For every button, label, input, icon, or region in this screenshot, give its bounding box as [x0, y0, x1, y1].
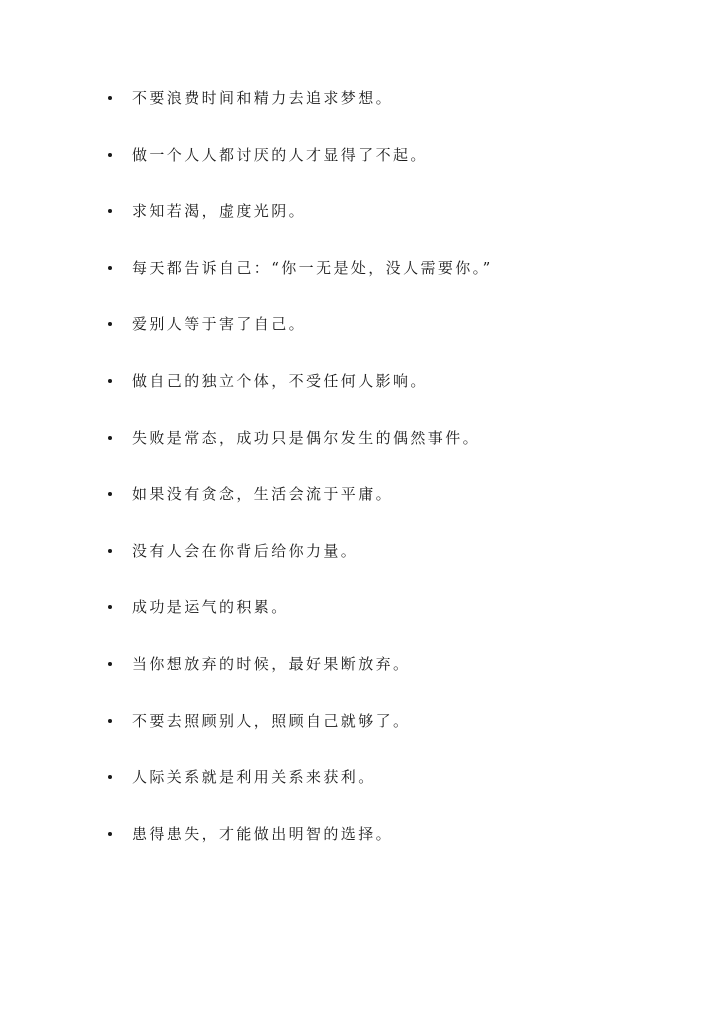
bullet-icon: [108, 662, 112, 666]
list-item-text: 做一个人人都讨厌的人才显得了不起。: [132, 145, 428, 164]
list-item: [108, 652, 688, 709]
list-item: [108, 482, 688, 539]
list-item: [108, 199, 688, 256]
list-item-text: 做自己的独立个体，不受任何人影响。: [132, 371, 428, 390]
bullet-icon: [108, 266, 112, 270]
bullet-icon: [108, 209, 112, 213]
list-item: [108, 426, 688, 483]
list-item-text: 不要浪费时间和精力去追求梦想。: [132, 89, 394, 107]
bullet-icon: [108, 492, 112, 496]
bullet-icon: [108, 436, 112, 440]
list-item: [108, 86, 688, 143]
bullet-list: [108, 86, 688, 878]
bullet-icon: [108, 96, 112, 100]
bullet-icon: [108, 832, 112, 836]
list-item-text: 人际关系就是利用关系来获利。: [132, 768, 376, 787]
list-item-text: 失败是常态，成功只是偶尔发生的偶然事件。: [132, 428, 481, 447]
list-item: [108, 822, 688, 879]
list-item-text: 求知若渴，虚度光阴。: [132, 202, 307, 221]
bullet-icon: [108, 775, 112, 779]
list-item-text: 不要去照顾别人，照顾自己就够了。: [132, 711, 411, 730]
bullet-icon: [108, 719, 112, 723]
list-item-text: 当你想放弃的时候，最好果断放弃。: [132, 654, 411, 673]
bullet-icon: [108, 605, 112, 609]
list-item: [108, 765, 688, 822]
list-item: [108, 595, 688, 652]
bullet-icon: [108, 549, 112, 553]
list-item-text: 如果没有贪念，生活会流于平庸。: [132, 485, 394, 504]
bullet-icon: [108, 379, 112, 383]
list-item-text: 每天都告诉自己：“你一无是处，没人需要你。”: [132, 258, 493, 277]
bullet-icon: [108, 322, 112, 326]
list-item: [108, 312, 688, 369]
list-item: [108, 369, 688, 426]
list-item-text: 患得患失，才能做出明智的选择。: [132, 824, 394, 843]
list-item: [108, 709, 688, 766]
list-item: [108, 256, 688, 313]
list-item-text: 成功是运气的积累。: [132, 598, 289, 617]
bullet-icon: [108, 153, 112, 157]
list-item-text: 没有人会在你背后给你力量。: [132, 541, 359, 560]
list-item: [108, 539, 688, 596]
list-item-text: 爱别人等于害了自己。: [132, 315, 307, 334]
list-item: [108, 143, 688, 200]
